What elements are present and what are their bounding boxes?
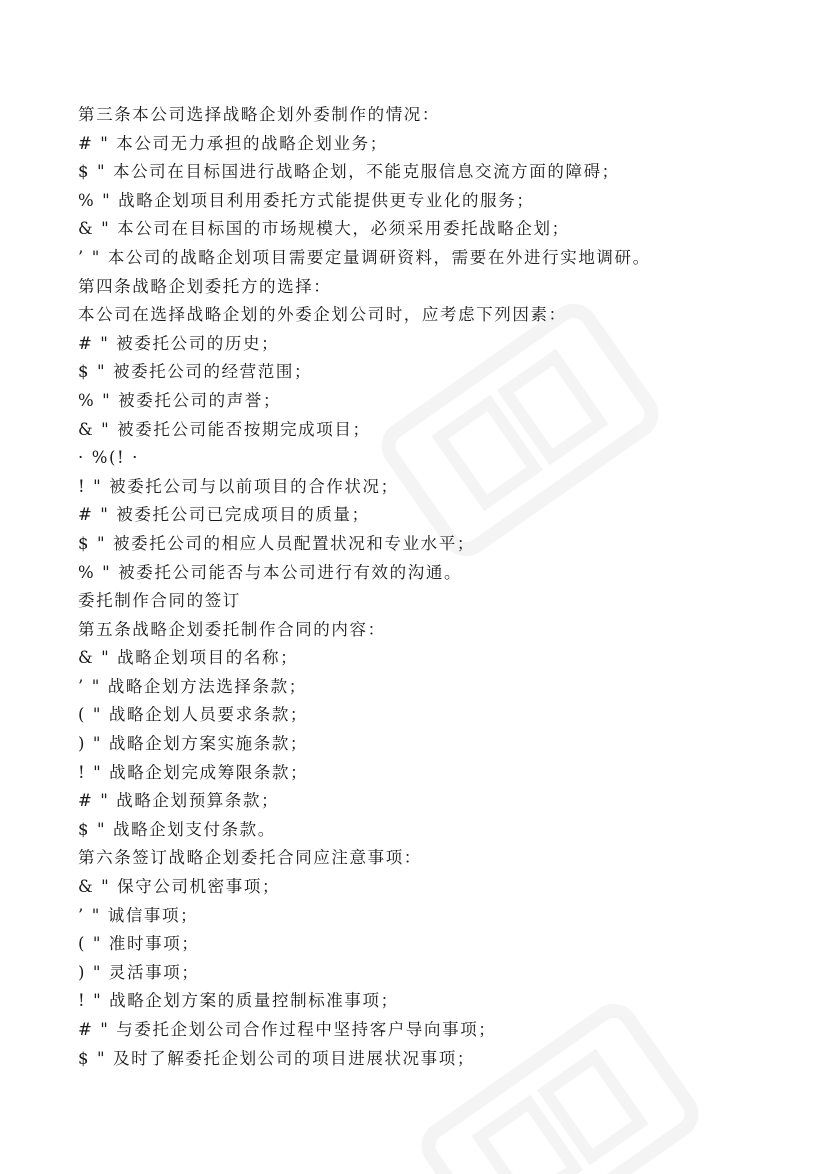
text-line: 委托制作合同的签订 — [78, 591, 241, 611]
text-line: $ " 战略企划支付条款。 — [78, 819, 276, 839]
text-line: & " 战略企划项目的名称； — [78, 648, 299, 668]
text-line: $ " 本公司在目标国进行战略企划，不能克服信息交流方面的障碍； — [78, 162, 620, 182]
text-line: & " 本公司在目标国的市场规模大，必须采用委托战略企划； — [78, 219, 570, 239]
text-line: $ " 被委托公司的相应人员配置状况和专业水平； — [78, 533, 475, 553]
text-line: % " 被委托公司能否与本公司进行有效的沟通。 — [78, 562, 463, 582]
text-line: & " 保守公司机密事项； — [78, 877, 281, 897]
text-line: ( " 准时事项； — [78, 934, 200, 954]
text-line: ! " 战略企划完成筹限条款； — [78, 762, 309, 782]
text-line: ! " 战略企划方案的质量控制标准事项； — [78, 991, 399, 1011]
text-line: # " 与委托企划公司合作过程中坚持客户导向事项； — [78, 1020, 497, 1039]
text-line: 第五条战略企划委托制作合同的内容： — [78, 619, 386, 639]
text-line: $ " 及时了解委托企划公司的项目进展状况事项； — [78, 1048, 475, 1068]
text-line: ! " 被委托公司与以前项目的合作状况； — [78, 476, 399, 496]
text-line: 第六条签订战略企划委托合同应注意事项： — [78, 848, 422, 868]
document-body — [78, 101, 798, 1073]
text-line: ) " 灵活事项； — [78, 962, 200, 982]
text-line: # " 战略企划预算条款； — [78, 791, 280, 811]
text-line: ) " 战略企划方案实施条款； — [78, 734, 309, 754]
text-line: ( " 战略企划人员要求条款； — [78, 705, 309, 725]
text-line: # " 本公司无力承担的战略企划业务； — [78, 133, 388, 153]
text-line: · %(! · — [78, 448, 139, 468]
text-line: ’ " 战略企划方法选择条款； — [78, 676, 307, 696]
text-line: % " 战略企划项目利用委托方式能提供更专业化的服务； — [78, 190, 535, 210]
text-line: & " 被委托公司能否按期完成项目； — [78, 419, 371, 439]
text-line: # " 被委托公司的历史； — [78, 333, 280, 353]
text-line: 本公司在选择战略企划的外委企划公司时，应考虑下列因素： — [78, 305, 567, 325]
text-line: # " 被委托公司已完成项目的质量； — [78, 505, 370, 525]
text-line: % " 被委托公司的声誉； — [78, 390, 282, 410]
text-line: 第三条本公司选择战略企划外委制作的情况： — [78, 105, 440, 124]
text-line: 第四条战略企划委托方的选择： — [78, 276, 332, 296]
text-line: $ " 被委托公司的经营范围； — [78, 362, 313, 382]
text-line: ’ " 诚信事项； — [78, 905, 199, 925]
text-line: ’ " 本公司的战略企划项目需要定量调研资料，需要在外进行实地调研。 — [78, 247, 651, 267]
